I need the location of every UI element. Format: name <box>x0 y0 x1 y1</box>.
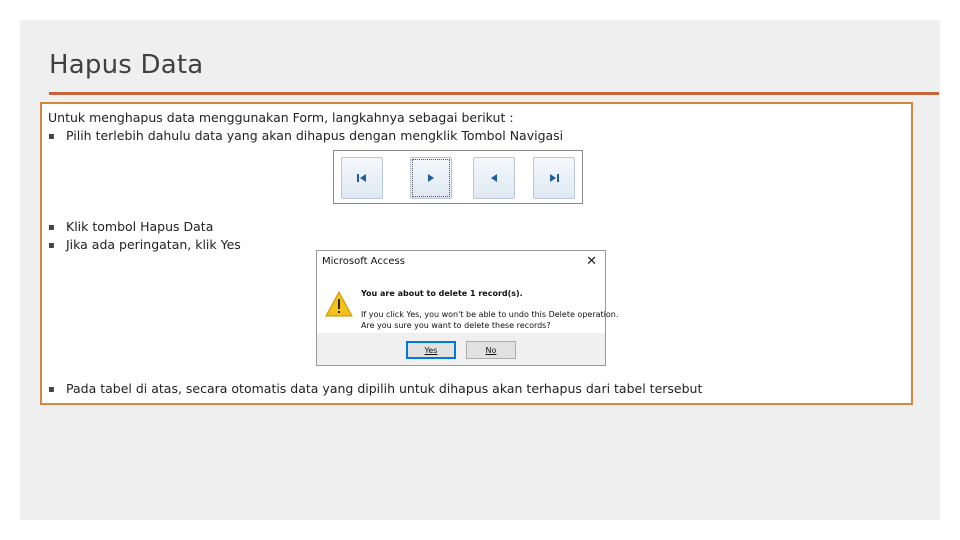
dialog-titlebar <box>317 251 605 273</box>
intro-text: Untuk menghapus data menggunakan Form, langkahnya sebagai berikut : <box>48 110 514 125</box>
dialog-body <box>317 275 619 331</box>
yes-button[interactable] <box>406 341 456 359</box>
bullet-result: Pada tabel di atas, secara otomatis data yang dipilih untuk dihapus akan terhapus dari tabel tersebut <box>66 381 703 396</box>
bullet-marker: ▪ <box>48 240 55 251</box>
yes-button-label: Yes <box>424 345 438 355</box>
bullet-click-delete: Klik tombol Hapus Data <box>66 219 214 234</box>
warning-icon <box>325 291 353 317</box>
dialog-message-main: You are about to delete 1 record(s). <box>361 289 523 298</box>
slide-title: Hapus Data <box>49 50 204 80</box>
dialog-message-line1: If you click Yes, you won't be able to undo this Delete operation. <box>361 310 619 319</box>
bullet-confirm-yes: Jika ada peringatan, klik Yes <box>66 237 241 252</box>
bullet-select-record: Pilih terlebih dahulu data yang akan dihapus dengan mengklik Tombol Navigasi <box>66 128 564 143</box>
first-record-icon <box>355 172 369 184</box>
no-button[interactable] <box>466 341 516 359</box>
content-box <box>40 102 913 405</box>
previous-record-icon <box>487 172 501 184</box>
bullet-marker: ▪ <box>48 384 55 395</box>
navigation-buttons-panel <box>333 150 583 204</box>
last-record-icon <box>547 172 561 184</box>
next-record-button[interactable] <box>410 157 452 199</box>
next-record-icon <box>424 172 438 184</box>
bullet-marker: ▪ <box>48 131 55 142</box>
last-record-button[interactable] <box>533 157 575 199</box>
no-button-label: No <box>485 345 497 355</box>
close-icon[interactable]: ✕ <box>586 254 597 269</box>
dialog-title: Microsoft Access <box>322 256 405 267</box>
bullet-marker: ▪ <box>48 222 55 233</box>
previous-record-button[interactable] <box>473 157 515 199</box>
dialog-footer <box>317 333 605 365</box>
first-record-button[interactable] <box>341 157 383 199</box>
confirm-delete-dialog <box>316 250 619 366</box>
dialog-message-line2: Are you sure you want to delete these records? <box>361 321 551 330</box>
title-divider <box>49 92 939 95</box>
slide <box>20 20 940 520</box>
